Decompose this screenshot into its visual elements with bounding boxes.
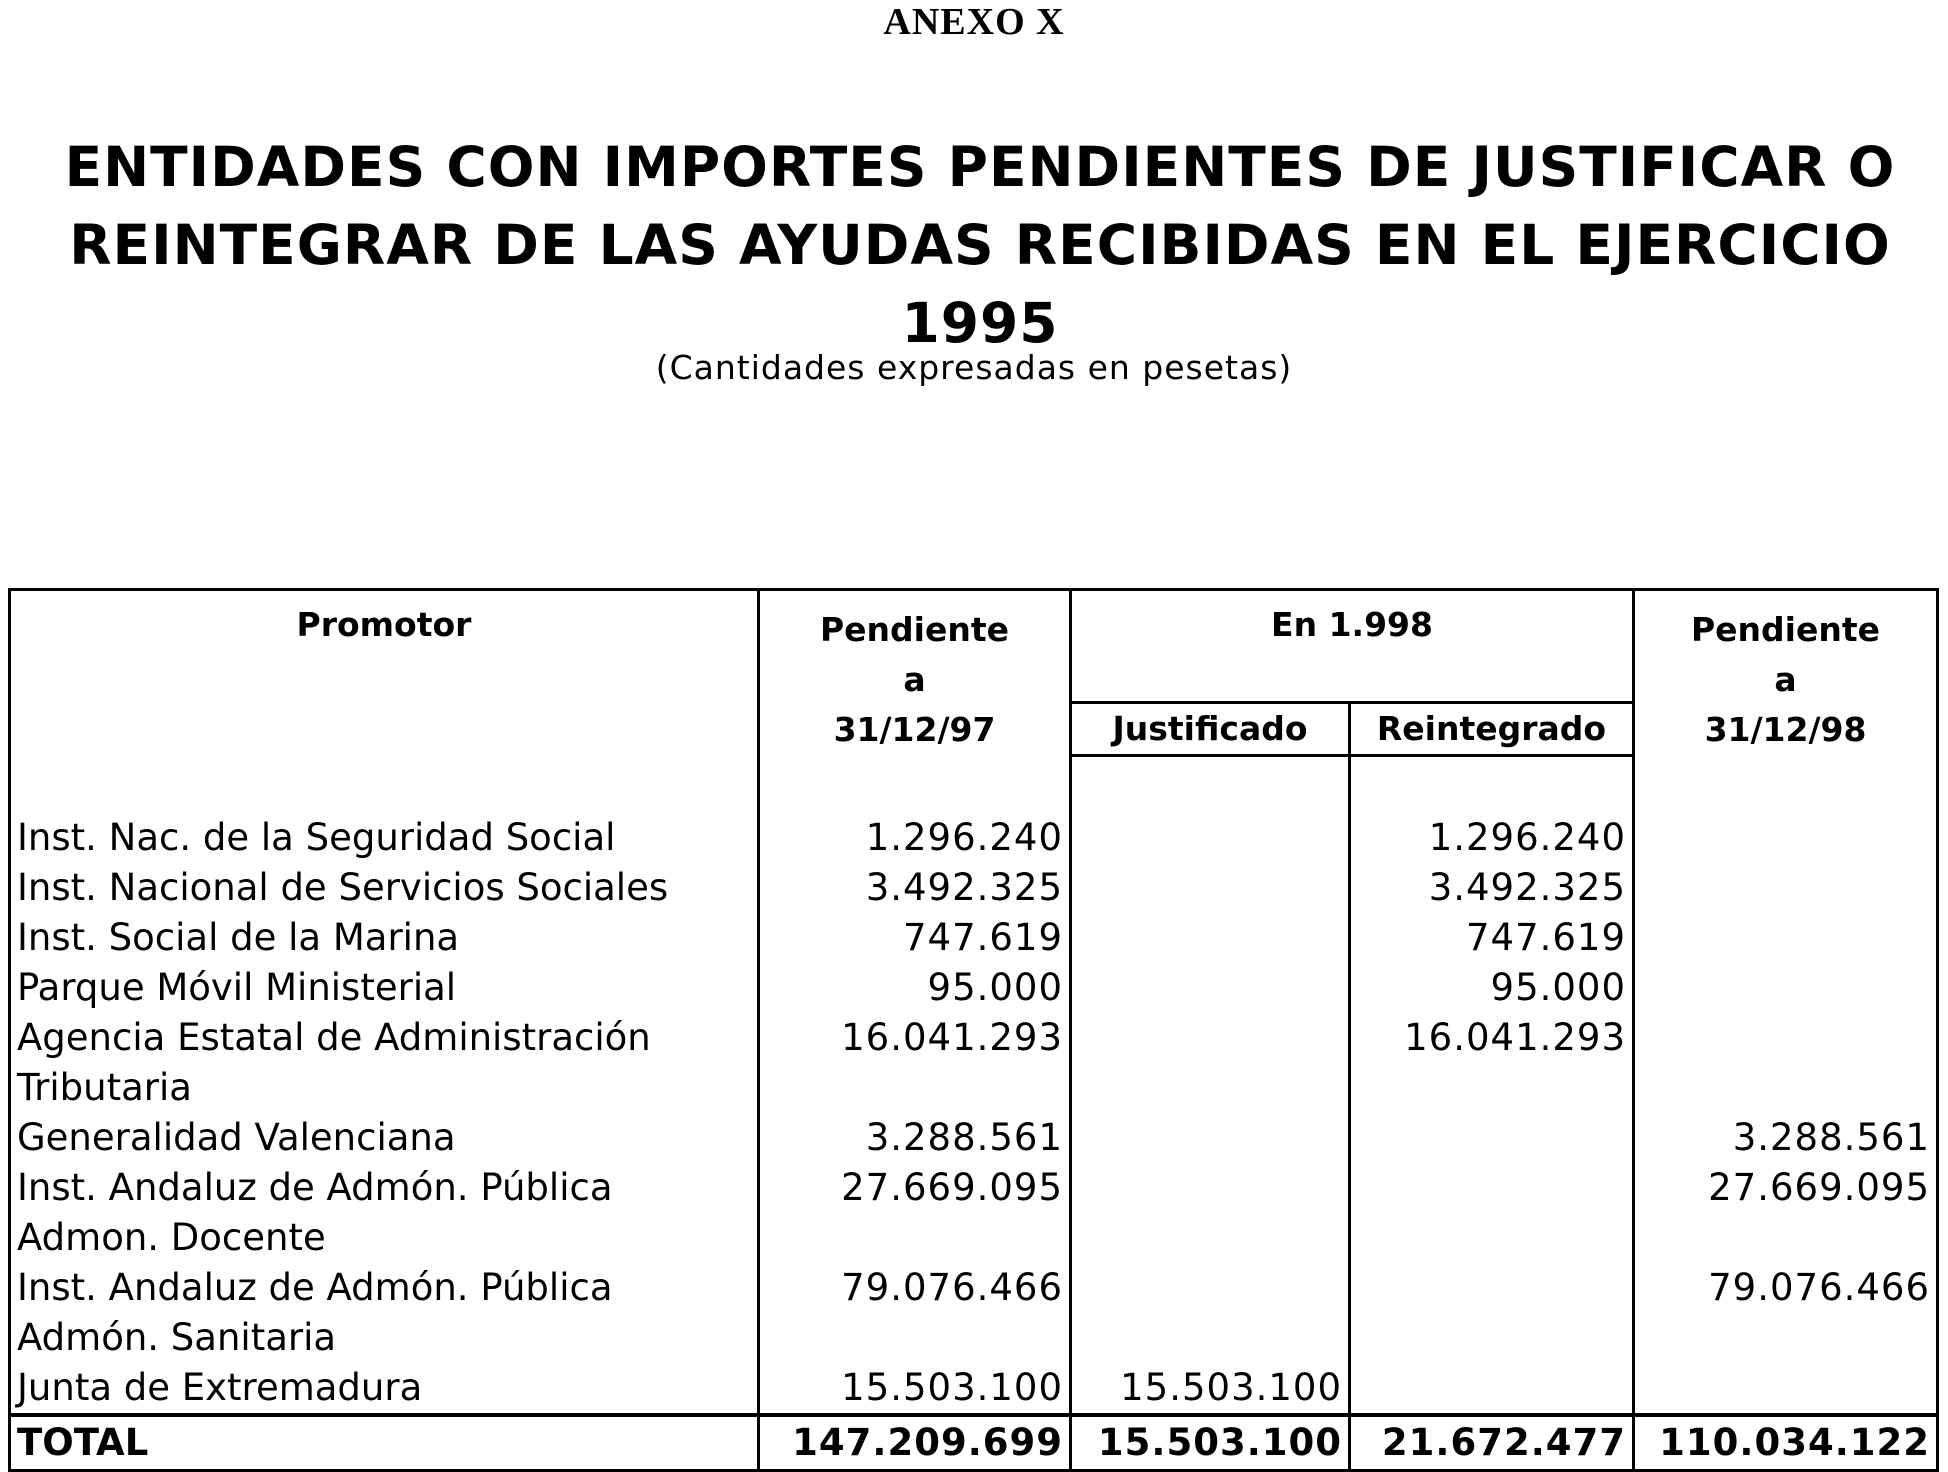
row-pending-1997: 16.041.293 <box>759 1013 1071 1063</box>
row-promotor: Parque Móvil Ministerial <box>10 963 759 1013</box>
row-promotor: Inst. Nacional de Servicios Sociales <box>10 863 759 913</box>
row-promotor: Tributaria <box>10 1063 759 1113</box>
row-pending-1997: 15.503.100 <box>759 1363 1071 1415</box>
row-pending-1998 <box>1634 1063 1938 1113</box>
row-pending-1998 <box>1634 1313 1938 1363</box>
header-pending-1997-line-2: a <box>903 660 926 699</box>
units-note: (Cantidades expresadas en pesetas) <box>655 348 1293 387</box>
table-row <box>10 963 1938 1013</box>
header-pending-1998-line-2: a <box>1774 660 1797 699</box>
header-refunded: Reintegrado <box>1350 703 1634 755</box>
row-refunded: 1.296.240 <box>1350 813 1634 863</box>
header-year-group: En 1.998 <box>1071 590 1634 703</box>
table-row <box>10 1013 1938 1063</box>
row-promotor: Inst. Social de la Marina <box>10 913 759 963</box>
row-pending-1997 <box>759 1313 1071 1363</box>
row-pending-1998 <box>1634 1013 1938 1063</box>
row-justified <box>1071 1313 1350 1363</box>
table-row <box>10 913 1938 963</box>
header-pending-1998-line-1: Pendiente <box>1690 610 1881 649</box>
row-promotor: Inst. Andaluz de Admón. Pública <box>10 1263 759 1313</box>
header-justified: Justificado <box>1071 703 1350 755</box>
row-justified <box>1071 963 1350 1013</box>
table-row <box>10 1213 1938 1263</box>
row-justified <box>1071 1063 1350 1113</box>
table-row <box>10 1363 1938 1415</box>
row-refunded <box>1350 1263 1634 1313</box>
row-pending-1998 <box>1634 813 1938 863</box>
row-promotor: Inst. Andaluz de Admón. Pública <box>10 1163 759 1213</box>
row-justified <box>1071 863 1350 913</box>
row-refunded <box>1350 1313 1634 1363</box>
total-pending-1998: 110.034.122 <box>1634 1415 1938 1471</box>
row-pending-1997 <box>759 1063 1071 1113</box>
row-refunded <box>1350 1363 1634 1415</box>
row-justified <box>1071 1113 1350 1163</box>
row-pending-1998 <box>1634 913 1938 963</box>
row-pending-1997: 747.619 <box>759 913 1071 963</box>
table-row <box>10 863 1938 913</box>
row-promotor: Junta de Extremadura <box>10 1363 759 1415</box>
row-pending-1998: 3.288.561 <box>1634 1113 1938 1163</box>
row-pending-1998 <box>1634 1213 1938 1263</box>
row-justified <box>1071 1013 1350 1063</box>
header-pending-1997-line-3: 31/12/97 <box>833 710 996 749</box>
row-refunded <box>1350 1213 1634 1263</box>
row-pending-1998 <box>1634 1363 1938 1415</box>
row-promotor: Generalidad Valenciana <box>10 1113 759 1163</box>
row-refunded <box>1350 1113 1634 1163</box>
row-refunded <box>1350 1163 1634 1213</box>
row-promotor: Agencia Estatal de Administración <box>10 1013 759 1063</box>
row-refunded: 16.041.293 <box>1350 1013 1634 1063</box>
row-refunded <box>1350 1063 1634 1113</box>
row-justified <box>1071 813 1350 863</box>
row-promotor: Admón. Sanitaria <box>10 1313 759 1363</box>
table-row <box>10 1313 1938 1363</box>
header-pending-1997-line-1: Pendiente <box>819 610 1010 649</box>
row-refunded: 3.492.325 <box>1350 863 1634 913</box>
row-pending-1997: 3.492.325 <box>759 863 1071 913</box>
table-row <box>10 1113 1938 1163</box>
header-pending-1998 <box>1634 590 1938 756</box>
row-pending-1997 <box>759 1213 1071 1263</box>
annex-label: ANEXO X <box>883 1 1065 43</box>
table-row <box>10 1163 1938 1213</box>
row-refunded: 747.619 <box>1350 913 1634 963</box>
header-row <box>10 590 1938 703</box>
pending-amounts-table <box>8 588 1939 1472</box>
row-pending-1997: 27.669.095 <box>759 1163 1071 1213</box>
row-pending-1998 <box>1634 963 1938 1013</box>
row-pending-1998: 79.076.466 <box>1634 1263 1938 1313</box>
spacer-row <box>10 755 1938 813</box>
row-justified <box>1071 1263 1350 1313</box>
row-pending-1997: 95.000 <box>759 963 1071 1013</box>
row-pending-1998 <box>1634 863 1938 913</box>
table-row <box>10 1063 1938 1113</box>
row-promotor: Admon. Docente <box>10 1213 759 1263</box>
row-justified <box>1071 1213 1350 1263</box>
table-row <box>10 813 1938 863</box>
header-promotor: Promotor <box>10 590 759 756</box>
total-refunded: 21.672.477 <box>1350 1415 1634 1471</box>
title-line-2: REINTEGRAR DE LAS AYUDAS RECIBIDAS EN EL EJERCICIO <box>69 213 1891 277</box>
row-pending-1997: 1.296.240 <box>759 813 1071 863</box>
row-refunded: 95.000 <box>1350 963 1634 1013</box>
row-promotor: Inst. Nac. de la Seguridad Social <box>10 813 759 863</box>
total-label: TOTAL <box>10 1415 759 1471</box>
header-pending-1998-line-3: 31/12/98 <box>1704 710 1867 749</box>
row-justified: 15.503.100 <box>1071 1363 1350 1415</box>
total-pending-1997: 147.209.699 <box>759 1415 1071 1471</box>
total-justified: 15.503.100 <box>1071 1415 1350 1471</box>
header-pending-1997 <box>759 590 1071 756</box>
row-justified <box>1071 913 1350 963</box>
title-line-3: 1995 <box>901 291 1059 355</box>
row-justified <box>1071 1163 1350 1213</box>
title-line-1: ENTIDADES CON IMPORTES PENDIENTES DE JUSTIFICAR O <box>64 135 1896 199</box>
table-row <box>10 1263 1938 1313</box>
row-pending-1998: 27.669.095 <box>1634 1163 1938 1213</box>
document-title <box>60 128 1900 362</box>
row-pending-1997: 3.288.561 <box>759 1113 1071 1163</box>
row-pending-1997: 79.076.466 <box>759 1263 1071 1313</box>
